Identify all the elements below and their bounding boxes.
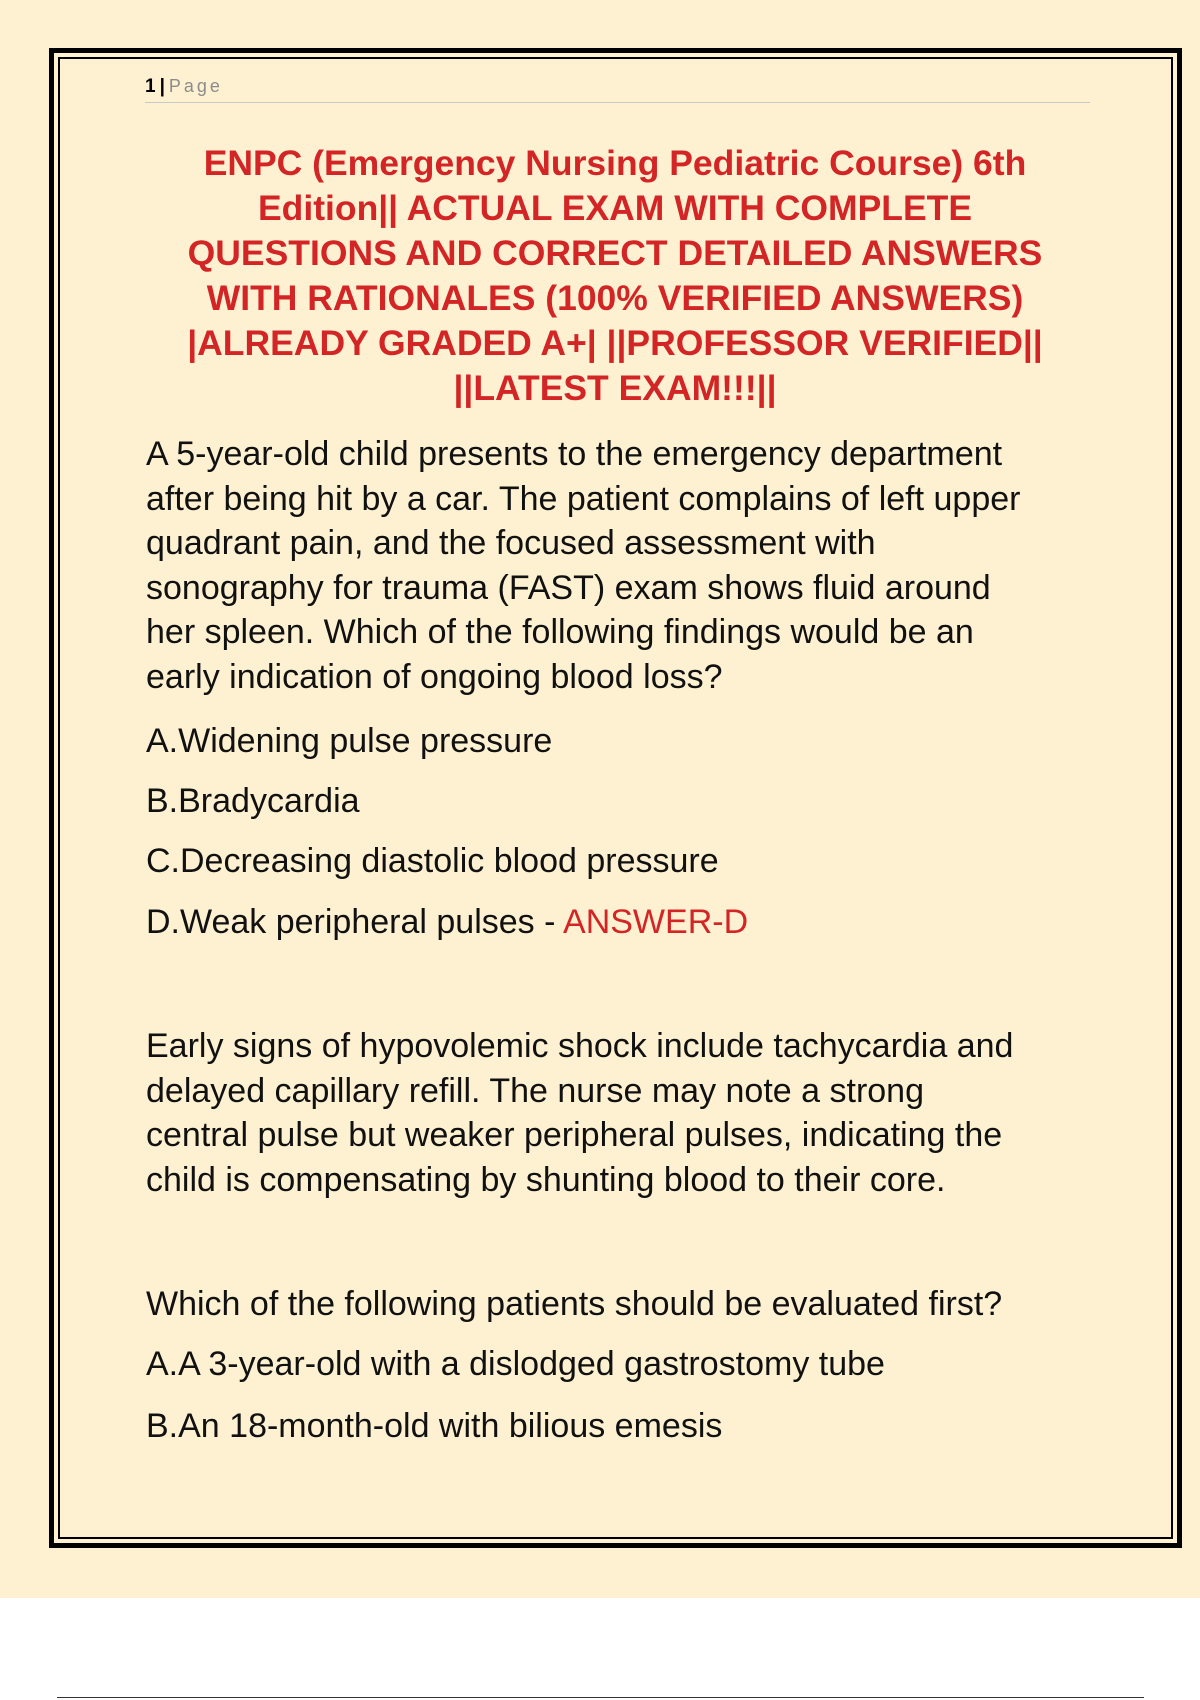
question-2-stem: Which of the following patients should be evaluated first?	[146, 1285, 1003, 1323]
page-number: 1	[145, 76, 156, 97]
question-1-stem-line: sonography for trauma (FAST) exam shows fluid around	[146, 568, 991, 607]
title-line: QUESTIONS AND CORRECT DETAILED ANSWERS	[187, 233, 1043, 273]
question-1-option-d	[146, 900, 1106, 945]
question-1-option-b: B.Bradycardia	[146, 782, 360, 820]
question-1-option-c: C.Decreasing diastolic blood pressure	[146, 842, 719, 880]
title-line: ||LATEST EXAM!!!||	[453, 368, 777, 408]
question-1-stem-line: A 5-year-old child presents to the emergency department	[146, 435, 1003, 473]
question-1-stem-line: after being hit by a car. The patient complains of left upper	[146, 479, 1021, 518]
question-1-stem-line: quadrant pain, and the focused assessment with	[146, 524, 876, 562]
question-2-option-a: A.A 3-year-old with a dislodged gastrostomy tube	[146, 1345, 885, 1383]
rationale-line: delayed capillary refill. The nurse may note a strong	[146, 1071, 924, 1110]
question-1-option-d-text: D.Weak peripheral pulses -	[146, 903, 564, 941]
title-line: |ALREADY GRADED A+| ||PROFESSOR VERIFIED||	[187, 323, 1043, 363]
bottom-divider	[57, 1697, 1144, 1698]
question-1-stem	[146, 432, 1106, 699]
title-line: ENPC (Emergency Nursing Pediatric Course) 6th	[203, 143, 1027, 183]
page-header	[145, 72, 1090, 103]
title-line: Edition|| ACTUAL EXAM WITH COMPLETE	[257, 188, 973, 228]
question-1-option-a: A.Widening pulse pressure	[146, 722, 553, 760]
rationale-line: central pulse but weaker peripheral pulses, indicating the	[146, 1116, 1003, 1154]
rationale-line: child is compensating by shunting blood to their core.	[146, 1160, 946, 1199]
title-line: WITH RATIONALES (100% VERIFIED ANSWERS)	[206, 278, 1024, 318]
page-separator: |	[159, 76, 165, 97]
document-title	[120, 141, 1110, 411]
question-1-stem-line: her spleen. Which of the following findings would be an	[146, 613, 974, 651]
rationale-line: Early signs of hypovolemic shock include tachycardia and	[146, 1027, 1014, 1065]
page-word: Page	[168, 76, 223, 96]
question-1-rationale	[146, 1024, 1106, 1202]
answer-label: ANSWER-D	[563, 903, 749, 941]
question-1-stem-line: early indication of ongoing blood loss?	[146, 657, 723, 696]
question-2-option-b: B.An 18-month-old with bilious emesis	[146, 1407, 723, 1445]
